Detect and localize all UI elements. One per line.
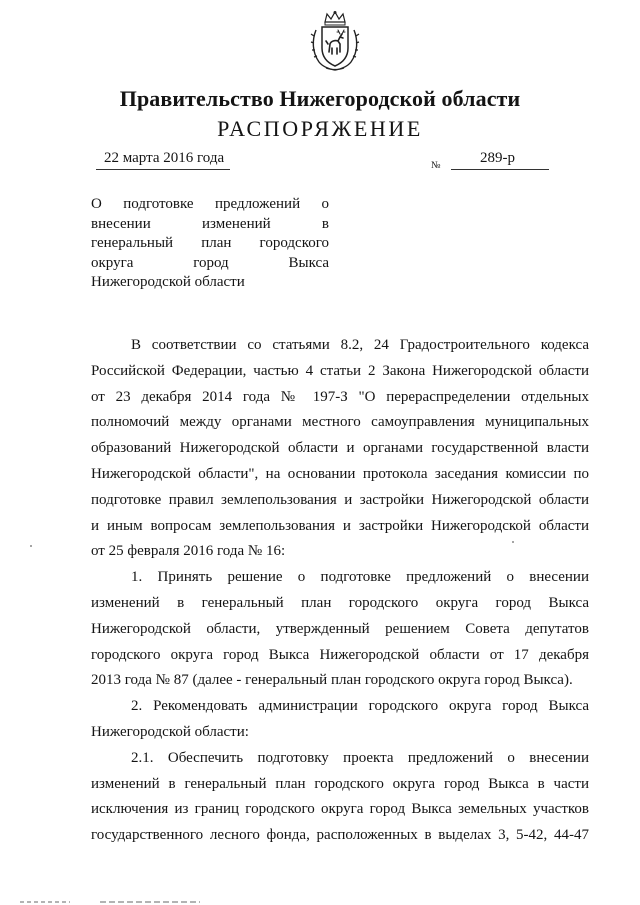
body-line: 2. Рекомендовать администрации городского округа город Выкса bbox=[131, 698, 589, 715]
document-type-heading: РАСПОРЯЖЕНИЕ bbox=[217, 116, 423, 141]
body-line: полномочий между органами местного самоуправления муниципальных bbox=[91, 414, 589, 431]
number-underline bbox=[451, 169, 549, 170]
body-line: Российской Федерации, частью 4 статьи 2 Закона Нижегородской области bbox=[91, 362, 589, 379]
scan-speck bbox=[30, 545, 32, 547]
body-line: изменений в генеральный план городского округа город Выкса в части bbox=[91, 775, 589, 792]
body-line: исключения из границ городского округа город Выкса земельных участков bbox=[91, 801, 589, 818]
number-sign: № bbox=[431, 160, 441, 171]
document-body bbox=[91, 333, 589, 849]
body-line: Нижегородской области, утвержденный решением Совета депутатов bbox=[91, 620, 589, 637]
body-line: 2.1. Обеспечить подготовку проекта предложений о внесении bbox=[131, 749, 589, 766]
subject-line: генеральный план городского bbox=[91, 235, 329, 252]
subject-line: округа город Выкса bbox=[91, 254, 329, 271]
body-line: Нижегородской области", на основании протокола заседания комиссии по bbox=[91, 465, 589, 482]
body-line: подготовке правил землепользования и застройки Нижегородской области bbox=[91, 491, 589, 508]
government-title: Правительство Нижегородской области bbox=[119, 86, 521, 111]
body-line: 1. Принять решение о подготовке предложений о внесении bbox=[131, 569, 589, 586]
body-line: от 25 февраля 2016 года № 16: bbox=[91, 543, 286, 560]
body-line: 2013 года № 87 (далее - генеральный план городского округа город Выкса). bbox=[91, 672, 573, 689]
subject-line: внесении изменений в bbox=[91, 215, 329, 232]
scan-bottom-edge bbox=[0, 898, 640, 905]
nizhny-novgorod-coat-of-arms-icon bbox=[309, 10, 361, 72]
date-underline bbox=[96, 169, 230, 170]
document-date: 22 марта 2016 года bbox=[104, 150, 225, 166]
subject-block bbox=[91, 195, 329, 293]
body-line: от 23 декабря 2014 года № 197-З "О перераспределении отдельных bbox=[91, 388, 589, 405]
body-line: и иным вопросам землепользования и застройки Нижегородской области bbox=[91, 517, 589, 534]
body-line: государственного лесного фонда, расположенных в выделах 3, 5-42, 44-47 bbox=[91, 827, 589, 844]
subject-line: Нижегородской области bbox=[91, 274, 245, 291]
body-line: городского округа город Выкса Нижегородской области от 17 декабря bbox=[91, 646, 589, 663]
subject-line: О подготовке предложений о bbox=[91, 196, 329, 212]
scan-speck bbox=[512, 541, 514, 543]
body-line: образований Нижегородской области и органами государственной власти bbox=[91, 440, 589, 457]
body-line: изменений в генеральный план городского округа город Выкса bbox=[91, 594, 589, 611]
body-line: Нижегородской области: bbox=[91, 723, 249, 740]
document-number: 289-р bbox=[480, 150, 515, 166]
body-line: В соответствии со статьями 8.2, 24 Градостроительного кодекса bbox=[131, 337, 589, 353]
